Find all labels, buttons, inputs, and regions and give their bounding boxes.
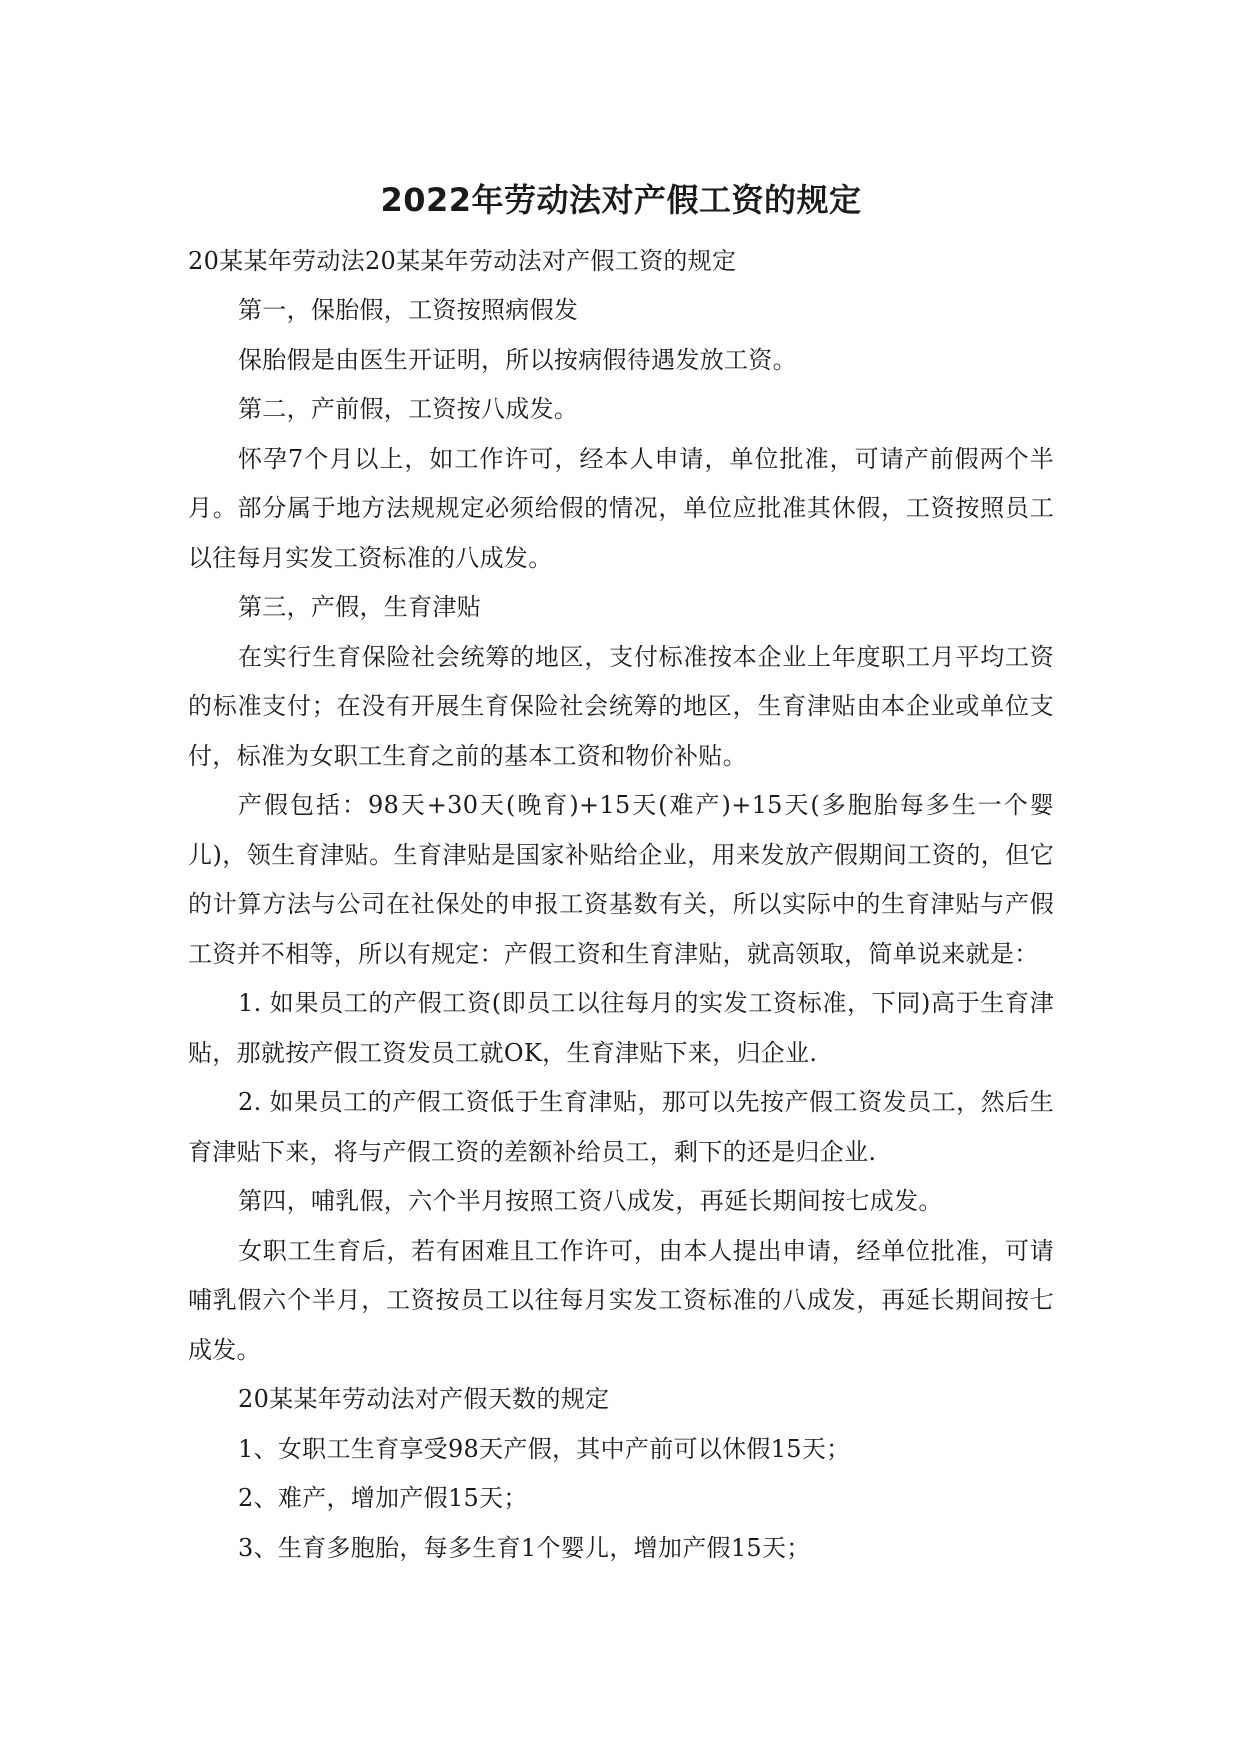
paragraph: 第二，产前假，工资按八成发。: [238, 395, 579, 424]
paragraph: 1、女职工生育享受98天产假，其中产前可以休假15天；: [238, 1434, 851, 1463]
paragraph: 2. 如果员工的产假工资低于生育津贴，那可以先按产假工资发员工，然后生育津贴下来，将与产假工资的差额补给员工，剩下的还是归企业.: [188, 1088, 1054, 1166]
paragraph: 20某某年劳动法对产假天数的规定: [238, 1385, 610, 1414]
paragraph: 第三，产假，生育津贴: [238, 593, 481, 622]
paragraph: 产假包括：98天+30天(晚育)+15天(难产)+15天(多胞胎每多生一个婴儿)，领生育津贴。生育津贴是国家补贴给企业，用来发放产假期间工资的，但它的计算方法与公司在社保处的申报工资基数有关，所以实际中的生育津贴与产假工资并不相等，所以有规定：产假工资和生育津贴，就高领取，简单说来就是：: [188, 791, 1054, 968]
paragraph: 20某某年劳动法20某某年劳动法对产假工资的规定: [188, 246, 737, 275]
document-title: 2022年劳动法对产假工资的规定: [380, 181, 862, 219]
paragraph: 第四，哺乳假，六个半月按照工资八成发，再延长期间按七成发。: [238, 1187, 943, 1216]
paragraph: 保胎假是由医生开证明，所以按病假待遇发放工资。: [238, 345, 797, 374]
document-page: [188, 178, 1054, 1573]
paragraph: 1. 如果员工的产假工资(即员工以往每月的实发工资标准，下同)高于生育津贴，那就按产假工资发员工就OK，生育津贴下来，归企业.: [188, 989, 1054, 1067]
document-body: [188, 237, 1054, 1574]
paragraph: 怀孕7个月以上，如工作许可，经本人申请，单位批准，可请产前假两个半月。部分属于地方法规规定必须给假的情况，单位应批准其休假，工资按照员工以往每月实发工资标准的八成发。: [188, 444, 1054, 572]
paragraph: 女职工生育后，若有困难且工作许可，由本人提出申请，经单位批准，可请哺乳假六个半月，工资按员工以往每月实发工资标准的八成发，再延长期间按七成发。: [188, 1236, 1054, 1364]
paragraph: 2、难产，增加产假15天；: [238, 1484, 528, 1513]
paragraph: 3、生育多胞胎，每多生育1个婴儿，增加产假15天；: [238, 1533, 811, 1562]
paragraph: 在实行生育保险社会统筹的地区，支付标准按本企业上年度职工月平均工资的标准支付；在没有开展生育保险社会统筹的地区，生育津贴由本企业或单位支付，标准为女职工生育之前的基本工资和物价补贴。: [188, 642, 1054, 770]
paragraph: 第一，保胎假，工资按照病假发: [238, 296, 579, 325]
